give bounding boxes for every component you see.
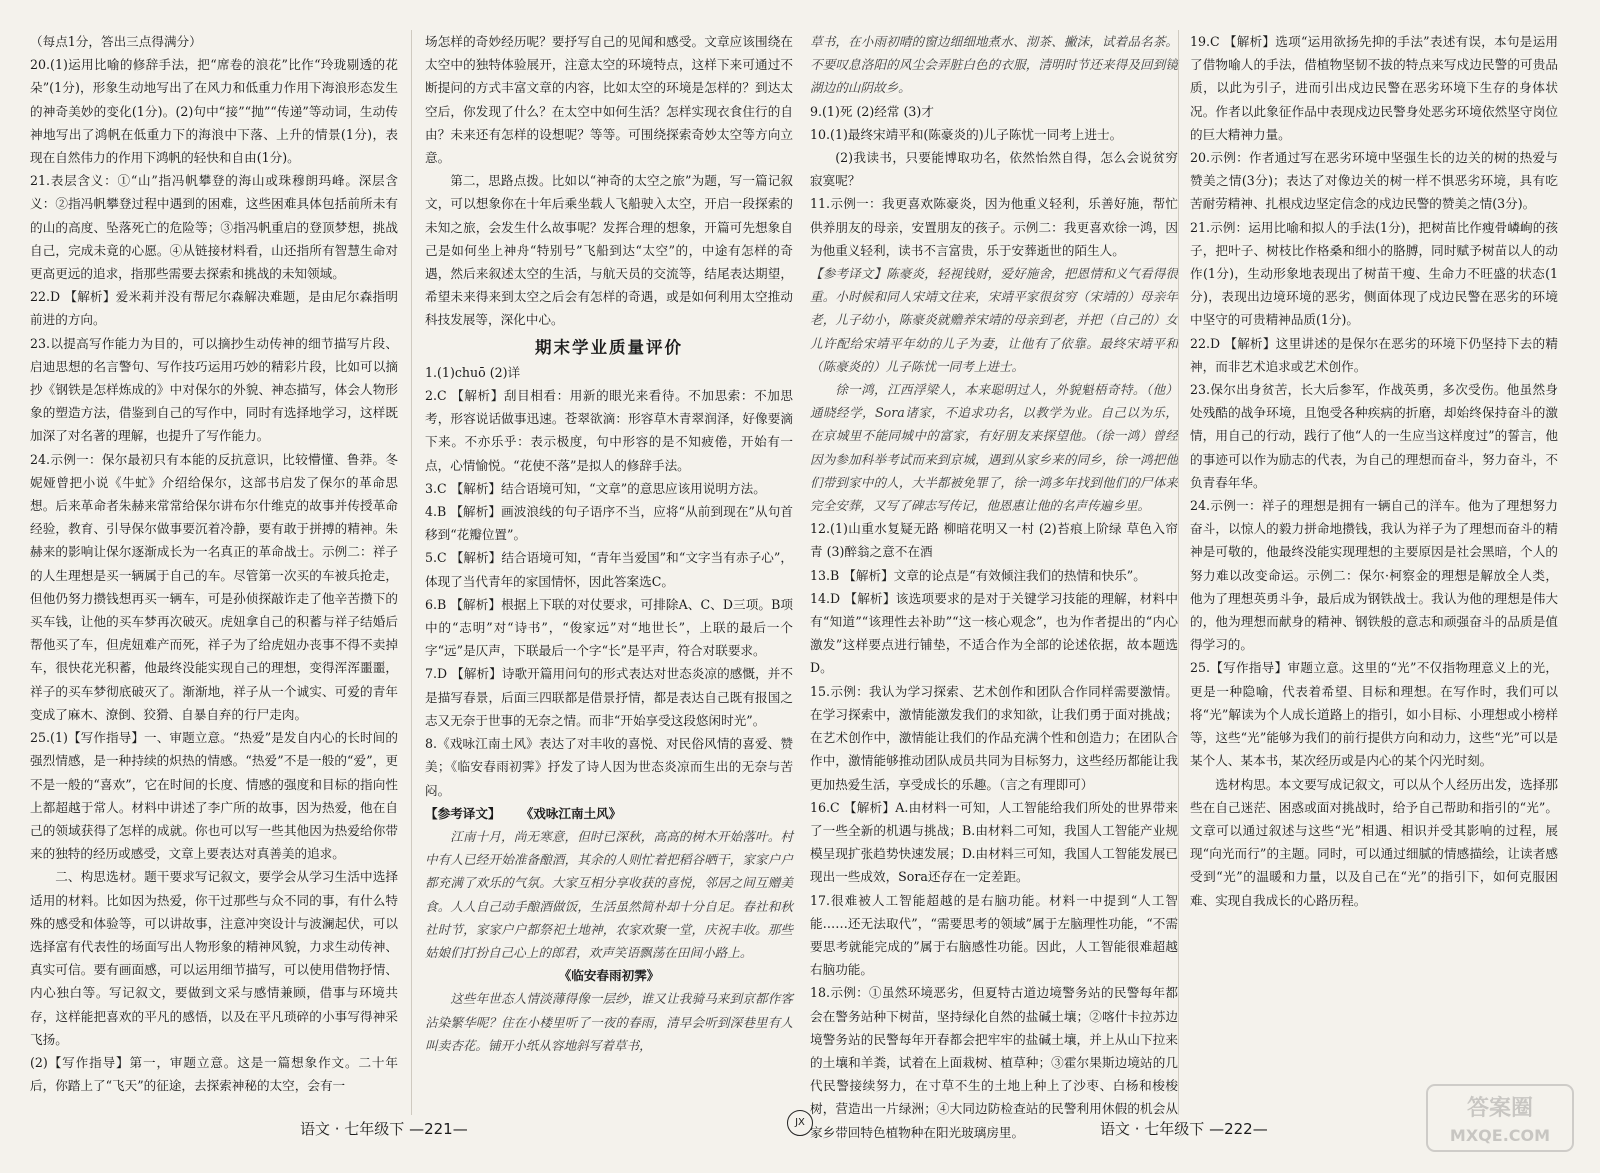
watermark-text: 答案圈 xyxy=(1466,1096,1534,1121)
answer-item: 24.示例一：祥子的理想是拥有一辆自己的洋车。他为了理想努力奋斗，以惊人的毅力拼命地攒钱，我认为祥子为了理想而奋斗的精神是可敬的，他最终没能实现理想的主要原因是社会黑暗，个人的努力难以改变命运。示例二：保尔·柯察金的理想是解放全人类，他为了理想英勇斗争，最后成为钢铁战士。我认为他的理想是伟大的，他为理想而献身的精神、钢铁般的意志和顽强奋斗的品质是值得学习的。 xyxy=(1190,498,1558,653)
answer-item: 选材构思。本文要写成记叙文，可以从个人经历出发，选择那些在自己迷茫、困惑或面对挑战时，给予自己帮助和指引的“光”。文章可以通过叙述与这些“光”相遇、相识并受其影响的过程，展现“向光而行”的主题。同时，可以通过细腻的情感描绘，让读者感受到“光”的温暖和力量，以及自己在“光”的指引下，如何克服困难、实现自我成长的心路历程。 xyxy=(1190,776,1558,908)
reference-label: 【参考译文】 xyxy=(425,805,501,821)
answer-item: 9.(1)死 (2)经常 (3)才 xyxy=(810,103,934,119)
column-divider xyxy=(1178,30,1179,1115)
translation-heading xyxy=(425,802,793,825)
translation: 徐一鸿，江西浮梁人，本来聪明过人，外貌魁梧奇特。（他）通晓经学，Sora诸家，不追求功名，以教学为业。自己以为乐，在京城里不能同城中的富家，有好朋友来探望他。（徐一鸿）曾经因为参加科举考试而来到京城，遇到从家乡来的同乡，徐一鸿把他们带到家中的人，大半都被免罪了，徐一鸿多年找到他们的尸体来完全安葬，又写了碑志写传记，他恩惠让他的名声传遍乡里。 xyxy=(810,382,1178,514)
paragraph: 二、构思选材。题干要求写记叙文，要学会从学习生活中选择适用的材料。比如因为热爱，你干过那些与众不同的事，有什么特殊的感受和体验等，可以讲故事，注意冲突设计与波澜起伏，可以选择富有代表性的场面写出人物形象的精神风貌，力求生动传神、真实可信。要有画面感，可以运用细节描写，可以使用借物抒情、内心独白等。写记叙文，要做到文采与感情兼顾，借事与环境共存，这样能把喜欢的平凡的感悟，以及在平凡琐碎的小事写得神采飞扬。 xyxy=(30,869,398,1047)
answer-item: 20.示例：作者通过写在恶劣环境中坚强生长的边关的树的热爱与赞美之情(3分)；表达了对像边关的树一样不惧恶劣环境，具有吃苦耐劳精神、扎根戍边坚定信念的戍边民警的赞美之情(3分)。 xyxy=(1190,150,1558,212)
paragraph: (2)【写作指导】第一，审题立意。这是一篇想象作文。二十年后，你踏上了“飞天”的征途，去探索神秘的太空，会有一 xyxy=(30,1054,398,1094)
paragraph: 24.示例一：保尔最初只有本能的反抗意识，比较懵懂、鲁莽。冬妮娅曾把小说《牛虻》介绍给保尔，这部书启发了保尔的革命思想。后来革命者朱赫来常常给保尔讲布尔什维克的故事并传授革命经验，教育、引导保尔做事要沉着冷静，要有敢于拼搏的精神。朱赫来的影响让保尔逐渐成长为一名真正的革命战士。示例二：祥子的人生理想是买一辆属于自己的车。尽管第一次买的车被兵抢走，但他仍努力攒钱想再买一辆车，可是孙侦探敲诈走了他辛苦攒下的买车钱，让他的买车梦再次破灭。虎妞拿自己的积蓄与祥子结婚后帮他买了车，但虎妞难产而死，祥子为了给虎妞办丧事不得不卖掉车，很快花光积蓄，他最终没能实现自己的理想，变得浑浑噩噩，祥子的买车梦彻底破灭了。渐渐地，祥子从一个诚实、可爱的青年变成了麻木、潦倒、狡猾、自暴自弃的行尸走肉。 xyxy=(30,451,398,722)
answer-item: 15.示例：我认为学习探索、艺术创作和团队合作同样需要激情。在学习探索中，激情能激发我们的求知欲，让我们勇于面对挑战；在艺术创作中，激情能让我们的作品充满个性和创造力；在团队合作中，激情能够推动团队成员共同为目标努力，这些经历都能让我更加热爱生活，享受成长的乐趣。（言之有理即可） xyxy=(810,683,1178,792)
paragraph: 第二，思路点拨。比如以“神奇的太空之旅”为题，写一篇记叙文，可以想象你在十年后乘坐载人飞船驶入太空，开启一段探索的未知之旅，会发生什么故事呢？发挥合理的想象，开篇可先想象自己是如何坐上神舟“特别号”飞船到达“太空”的，中途有怎样的奇遇，然后来叙述太空的生活，与航天员的交流等，结尾表达期望，希望未来得来到太空之后会有怎样的奇遇，或是如何利用太空推动科技发展等，深化中心。 xyxy=(425,173,793,328)
paragraph: 场怎样的奇妙经历呢？要抒写自己的见闻和感受。文章应该围绕在太空中的独特体验展开，注意太空的环境特点，这样下来可通过不断提问的方式丰富文章的内容，比如太空的环境是怎样的？到达太空后，你发现了什么？在太空中如何生活？怎样实现衣食住行的自由？未来还有怎样的设想呢？等等。可围绕探索奇妙太空等方向立意。 xyxy=(425,34,793,166)
answer-item: 16.C 【解析】A.由材料一可知，人工智能给我们所处的世界带来了一些全新的机遇与挑战；B.由材料二可知，我国人工智能产业规模呈现扩张趋势快速发展；D.由材料三可知，我国人工智能发展已现出一些成效，Sora还存在一定差距。 xyxy=(810,799,1178,885)
paragraph: 25.(1)【写作指导】一、审题立意。“热爱”是发自内心的长时间的强烈情感，是一种持续的炽热的情感。“热爱”不是一般的“爱”，更不是一般的“喜欢”，它在时间的长度、情感的强度和目标的指向性上都超越于常人。材料中讲述了李广所的故事，因为热爱，他在自己的领域获得了怎样的成就。你也可以写一些其他因为热爱给你带来的独特的经历或感受，文章上要表达对真善美的追求。 xyxy=(30,730,398,862)
answer-item: 11.示例一：我更喜欢陈豪炎，因为他重义轻利，乐善好施，帮忙供养朋友的母亲，安置朋友的孩子。示例二：我更喜欢徐一鸿，因为他重义轻利，读书不言富贵，乐于安葬逝世的陌生人。 xyxy=(810,196,1178,258)
paragraph: （每点1分，答出三点得满分） xyxy=(30,34,202,49)
section-title: 期末学业质量评价 xyxy=(535,337,683,357)
watermark-logo-icon xyxy=(1425,1083,1575,1153)
page-footer-right: 语文 · 七年级下 —222— xyxy=(1100,1120,1268,1138)
answer-item: 7.D 【解析】诗歌开篇用问句的形式表达对世态炎凉的感慨，并不是描写春景，后面三四联都是借景抒情，都是表达自己既有报国之志又无奈于世事的无奈之情。而非“开始享受这段悠闲时光”。 xyxy=(425,666,793,728)
answer-item: 2.C 【解析】刮目相看：用新的眼光来看待。不加思索：不加思考，形容说话做事迅速。苍翠欲滴：形容草木青翠润泽，好像要滴下来。不亦乐乎：表示极度，句中形容的是不知疲倦，开始有一点，心情愉悦。“花使不落”是拟人的修辞手法。 xyxy=(425,388,793,473)
poem-translation: 这些年世态人情淡薄得像一层纱，谁又让我骑马来到京都作客沾染繁华呢？住在小楼里听了一夜的春雨，清早会听到深巷里有人叫卖杏花。铺开小纸从容地斜写着草书， xyxy=(425,991,793,1053)
paragraph: 20.(1)运用比喻的修辞手法，把“席卷的浪花”比作“玲珑剔透的花朵”(1分)，形象生动地写出了在风力和低重力作用下海浪形态发生的神奇美妙的变化(1分)。(2)句中“接”“抛”“传递”等动词，生动传神地写出了鸿帆在低重力下的海浪中下落、上升的情景(1分)，表现在自然伟力的作用下鸿帆的轻快和自由(1分)。 xyxy=(30,57,398,166)
answer-item: 12.(1)山重水复疑无路 柳暗花明又一村 (2)苔痕上阶绿 草色入帘青 (3)醉翁之意不在酒 xyxy=(810,521,1178,560)
answer-item: 14.D 【解析】该选项要求的是对于关键学习技能的理解，材料中有“知道”“该理性去补助”“这一核心观念”，也为作者提出的“内心激发”这样要点进行铺垫，不适合作为全部的论述依据，故本题选D。 xyxy=(810,590,1178,676)
center-mark-icon: JX xyxy=(787,1110,813,1136)
answer-item: 6.B 【解析】根据上下联的对仗要求，可排除A、C、D三项。B项中的“志明”对“诗书”，“俊家远”对“地世长”，上联的最后一个字“远”是仄声，下联最后一个字“长”是平声，符合对联要求。 xyxy=(425,596,793,659)
watermark-url: MXQE.COM xyxy=(1449,1126,1551,1145)
paragraph: 草书，在小雨初晴的窗边细细地煮水、沏茶、撇沫，试着品名茶。不要叹息洛阳的风尘会弄脏白色的衣服，清明时节还来得及回到镜湖边的山阴故乡。 xyxy=(810,34,1178,96)
poem-translation: 江南十月，尚无寒意，但时已深秋，高高的树木开始落叶。村中有人已经开始准备酿酒，其余的人则忙着把稻谷晒干，家家户户都充满了欢乐的气氛。大家互相分享收获的喜悦，邻居之间互赠美食。人人自己动手酿酒做饭，生活虽然简朴却十分自足。春社和秋社时节，家家户户都祭祀土地神，农家欢聚一堂，庆祝丰收。那些姑娘们打扮自己心上的郎君，欢声笑语飘荡在田间小路上。 xyxy=(425,828,793,960)
answer-item: 18.示例：①虽然环境恶劣，但夏特古道边境警务站的民警每年都会在警务站种下树苗，坚持绿化自然的盐碱土壤；②喀什卡拉苏边境警务站的民警每年开春都会把牢牢的盐碱土壤，并上从山下拉来的土壤和羊粪，试着在上面栽树、植草种；③霍尔果斯边境站的几代民警接续努力，在寸草不生的土地上种上了沙枣、白杨和梭梭树，营造出一片绿洲；④大同边防检查站的民警利用休假的机会从家乡带回特色植物种在阳光玻璃房里。 xyxy=(810,985,1178,1140)
answer-item: 13.B 【解析】文章的论点是“有效倾注我们的热情和快乐”。 xyxy=(810,567,1146,583)
answer-item: 23.保尔出身贫苦，长大后参军，作战英勇，多次受伤。他虽然身处残酷的战争环境，且饱受各种疾病的折磨，却始终保持奋斗的激情，用自己的行动，践行了他“人的一生应当这样度过”的誓言，他的事迹可以作为励志的代表，为自己的理想而奋斗，努力奋斗，不负青春年华。 xyxy=(1190,382,1558,490)
paragraph: 23.以提高写作能力为目的，可以摘抄生动传神的细节描写片段、启迪思想的名言警句、写作技巧运用巧妙的精彩片段，比如可以摘抄《钢铁是怎样炼成的》中对保尔的外貌、神态描写，体会人物形象的塑造方法，借鉴到自己的写作中，同时有选择地学习，这样既加深了对名著的理解，也提升了写作能力。 xyxy=(30,335,398,444)
poem-title: 《戏咏江南土风》 xyxy=(520,805,622,821)
poem-title: 《临安春雨初霁》 xyxy=(558,968,660,984)
answer-item: 21.示例：运用比喻和拟人的手法(1分)，把树苗比作瘦骨嶙峋的孩子，把叶子、树枝比作格桑和细小的胳膊，同时赋予树苗以人的动作(1分)，生动形象地表现出了树苗干瘦、生命力不旺盛的状态(1分)，表现出边境环境的恶劣，侧面体现了戍边民警在恶劣的环境中坚守的可贵精神品质(1分)。 xyxy=(1190,219,1558,328)
column-divider xyxy=(411,30,412,1115)
answer-item: 1.(1)chuō (2)详 xyxy=(425,364,521,380)
answer-item: (2)我读书，只要能博取功名，依然怡然自得，怎么会说贫穷寂寞呢？ xyxy=(810,150,1178,189)
answer-item: 5.C 【解析】结合语境可知，“青年当爱国”和“文字当有赤子心”，体现了当代青年的家国情怀，因此答案选C。 xyxy=(425,550,793,589)
answer-item: 19.C 【解析】选项“运用欲扬先抑的手法”表述有误，本句是运用了借物喻人的手法，借植物坚韧不拔的特点来写戍边民警的可贵品质，以此为引子，进而引出戍边民警在恶劣环境下生存的身体状况。作者以此象征作品中表现戍边民警身处恶劣环境依然坚守岗位的巨大精神力量。 xyxy=(1190,34,1558,142)
answer-item: 25.【写作指导】审题立意。这里的“光”不仅指物理意义上的光，更是一种隐喻，代表着希望、目标和理想。在写作时，我们可以将“光”解读为个人成长道路上的指引，如小目标、小理想或小榜样等，这些“光”能够为我们的前行提供方向和动力，这些“光”可以是某个人、某本书，某次经历或是内心的某个闪光时刻。 xyxy=(1190,660,1558,769)
answer-item: 8.《戏咏江南土风》表达了对丰收的喜悦、对民俗风情的喜爱、赞美；《临安春雨初霁》抒发了诗人因为世态炎凉而生出的无奈与苦闷。 xyxy=(425,736,793,798)
answer-item: 10.(1)最终宋靖平和(陈豪炎的)儿子陈忧一同考上进士。 xyxy=(810,126,1123,142)
column-1 xyxy=(30,30,398,1115)
column-4 xyxy=(1190,30,1558,1115)
answer-item: 17.很难被人工智能超越的是右脑功能。材料一中提到“人工智能……还无法取代”，“需要思考的领域”属于左脑理性功能，“不需要思考就能完成的”属于右脑感性功能。因此，人工智能很难超越右脑功能。 xyxy=(810,892,1178,978)
answer-item: 3.C 【解析】结合语境可知，“文章”的意思应该用说明方法。 xyxy=(425,480,766,496)
column-3 xyxy=(810,30,1178,1140)
paragraph: 21.表层含义：①“山”指冯帆攀登的海山或珠穆朗玛峰。深层含义：②指冯帆攀登过程中遇到的困难，这些困难具体包括前所未有的山的高度、坠落死亡的危险等；③指冯帆重启的登顶梦想，挑战自己，完成未竟的心愿。④从链接材料看，山还指所有智慧生命对更高更远的追求，指那些需要去探索和挑战的未知领域。 xyxy=(30,173,398,282)
translation: 【参考译文】陈豪炎，轻视钱财，爱好施舍，把恩情和义气看得很重。小时候和同人宋靖文往来，宋靖平家很贫穷（宋靖的）母亲年老，儿子幼小，陈豪炎就赡养宋靖的母亲到老，并把（自己的）女儿许配给宋靖平年幼的儿子为妻，让他有了依靠。最终宋靖平和（陈豪炎的）儿子陈忧一同考上进士。 xyxy=(810,266,1178,374)
answer-item: 22.D 【解析】这里讲述的是保尔在恶劣的环境下仍坚持下去的精神，而非艺术追求或艺术创作。 xyxy=(1190,335,1558,374)
paragraph: 22.D 【解析】爱米莉并没有帮尼尔森解决难题，是由尼尔森指明前进的方向。 xyxy=(30,289,398,328)
page-footer-left: 语文 · 七年级下 —221— xyxy=(300,1120,468,1138)
column-2 xyxy=(425,30,793,1115)
answer-item: 4.B 【解析】画波浪线的句子语序不当，应将“从前到现在”从句首移到“花瓣位置”。 xyxy=(425,504,793,543)
